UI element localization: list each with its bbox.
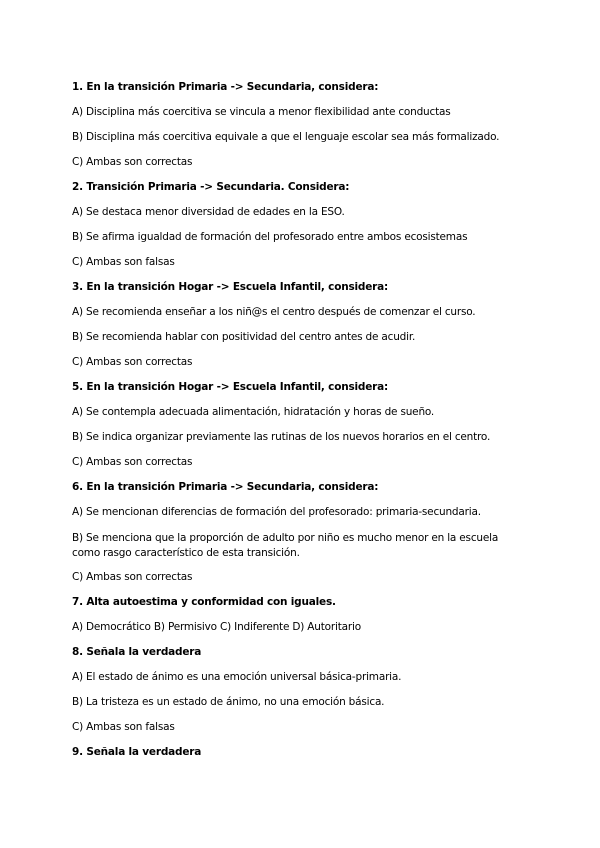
answer-option: C) Ambas son correctas xyxy=(72,356,193,368)
answer-option: C) Ambas son falsas xyxy=(72,256,175,268)
answer-option: C) Ambas son correctas xyxy=(72,156,193,168)
question-heading: 2. Transición Primaria -> Secundaria. Considera: xyxy=(72,181,350,193)
question-heading: 6. En la transición Primaria -> Secundaria, considera: xyxy=(72,481,379,493)
answer-option: B) Se afirma igualdad de formación del profesorado entre ambos ecosistemas xyxy=(72,231,468,243)
answer-option: B) Se recomienda hablar con positividad del centro antes de acudir. xyxy=(72,331,416,343)
question-heading: 7. Alta autoestima y conformidad con iguales. xyxy=(72,596,336,608)
question-heading: 1. En la transición Primaria -> Secundaria, considera: xyxy=(72,81,379,93)
question-heading: 8. Señala la verdadera xyxy=(72,646,202,658)
answer-option: C) Ambas son falsas xyxy=(72,721,175,733)
answer-option: A) Disciplina más coercitiva se vincula a menor flexibilidad ante conductas xyxy=(72,106,451,118)
answer-option: B) Disciplina más coercitiva equivale a que el lenguaje escolar sea más formalizado. xyxy=(72,131,500,143)
question-heading: 9. Señala la verdadera xyxy=(72,746,202,758)
question-heading: 5. En la transición Hogar -> Escuela Infantil, considera: xyxy=(72,381,389,393)
answer-option: C) Ambas son correctas xyxy=(72,456,193,468)
answer-option: A) Se destaca menor diversidad de edades en la ESO. xyxy=(72,206,345,218)
question-heading: 3. En la transición Hogar -> Escuela Infantil, considera: xyxy=(72,281,389,293)
answer-option: A) Se contempla adecuada alimentación, hidratación y horas de sueño. xyxy=(72,406,435,418)
answer-option: A) Se mencionan diferencias de formación del profesorado: primaria-secundaria. xyxy=(72,506,481,518)
answer-option: B) Se menciona que la proporción de adulto por niño es mucho menor en la escuela como rasgo característico de esta transición. xyxy=(72,532,499,559)
answer-option: B) Se indica organizar previamente las rutinas de los nuevos horarios en el centro. xyxy=(72,431,491,443)
answer-option: A) Democrático B) Permisivo C) Indiferente D) Autoritario xyxy=(72,621,361,633)
answer-option: A) Se recomienda enseñar a los niñ@s el centro después de comenzar el curso. xyxy=(72,306,476,318)
answer-option: A) El estado de ánimo es una emoción universal básica-primaria. xyxy=(72,671,402,683)
answer-option: B) La tristeza es un estado de ánimo, no una emoción básica. xyxy=(72,696,385,708)
answer-option: C) Ambas son correctas xyxy=(72,571,193,583)
